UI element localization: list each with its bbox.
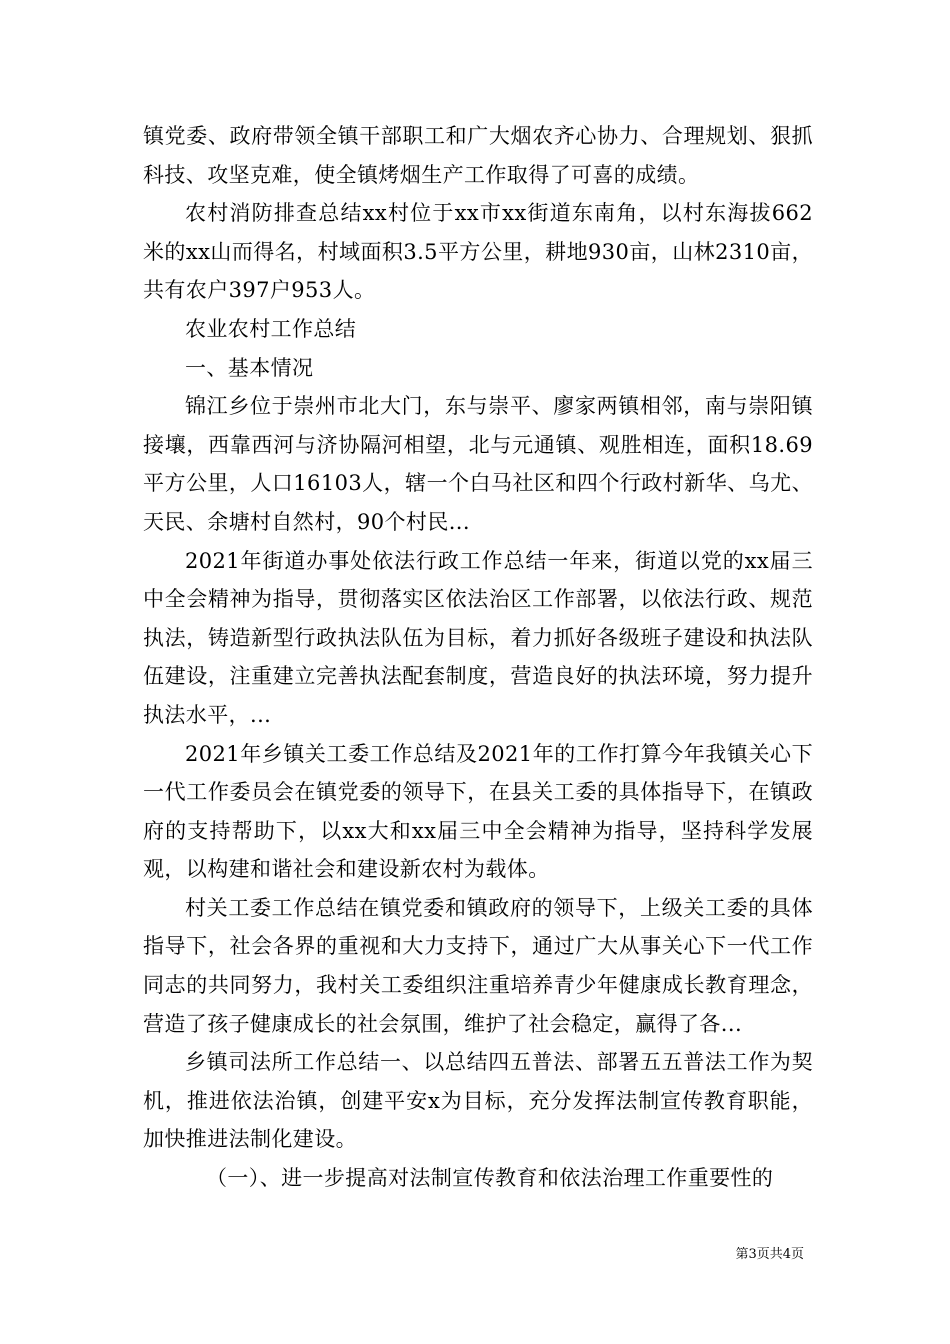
document-body [143, 117, 813, 1198]
paragraph-jinjiang-township: 锦江乡位于崇州市北大门，东与崇平、廖家两镇相邻，南与崇阳镇接壤，西靠西河与济协隔河相望，北与元通镇、观胜相连，面积18.69平方公里，人口16103人，辖一个白马社区和四个行政村新华、乌尤、天民、余塘村自然村，90个村民... [143, 394, 813, 534]
paragraph-tobacco-summary: 镇党委、政府带领全镇干部职工和广大烟农齐心协力、合理规划、狠抓科技、攻坚克难，使全镇烤烟生产工作取得了可喜的成绩。 [143, 124, 813, 187]
page-number: 第3页共4页 [735, 1247, 804, 1262]
section-heading-basic-situation: 一、基本情况 [185, 355, 314, 380]
paragraph-township-care-committee: 2021年乡镇关工委工作总结及2021年的工作打算今年我镇关心下一代工作委员会在镇党委的领导下，在县关工委的具体指导下，在镇政府的支持帮助下，以xx大和xx届三中全会精神为指导，坚持科学发展观，以构建和谐社会和建设新农村为载体。 [143, 741, 813, 882]
paragraph-village-care-committee: 村关工委工作总结在镇党委和镇政府的领导下，上级关工委的具体指导下，社会各界的重视和大力支持下，通过广大从事关心下一代工作同志的共同努力，我村关工委组织注重培养青少年健康成长教育理念，营造了孩子健康成长的社会氛围，维护了社会稳定，赢得了各... [143, 895, 813, 1036]
paragraph-subsection-one: （一）、进一步提高对法制宣传教育和依法治理工作重要性的 [206, 1166, 774, 1191]
paragraph-street-office-law: 2021年街道办事处依法行政工作总结一年来，街道以党的xx届三中全会精神为指导，贯彻落实区依法治区工作部署，以依法行政、规范执法，铸造新型行政执法队伍为目标，着力抓好各级班子建设和执法队伍建设，注重建立完善执法配套制度，营造良好的执法环境，努力提升执法水平，... [143, 548, 813, 727]
section-heading-agriculture: 农业农村工作总结 [185, 316, 357, 341]
paragraph-judicial-office: 乡镇司法所工作总结一、以总结四五普法、部署五五普法工作为契机，推进依法治镇，创建平安x为目标，充分发挥法制宣传教育职能，加快推进法制化建设。 [143, 1050, 813, 1152]
paragraph-fire-inspection: 农村消防排查总结xx村位于xx市xx街道东南角，以村东海拔662米的xx山而得名，村域面积3.5平方公里，耕地930亩，山林2310亩，共有农户397户953人。 [143, 201, 813, 303]
